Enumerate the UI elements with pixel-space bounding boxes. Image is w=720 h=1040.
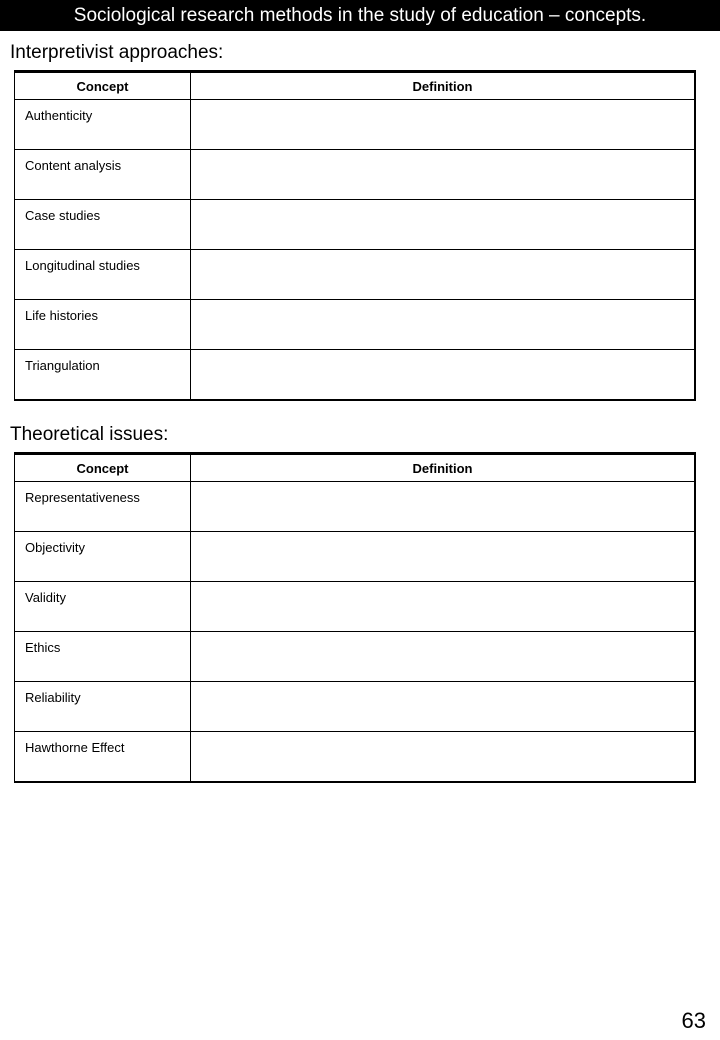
definition-cell[interactable]	[191, 150, 696, 200]
concept-cell: Authenticity	[15, 100, 191, 150]
definition-cell[interactable]	[191, 250, 696, 300]
interpretivist-concepts-table	[14, 70, 696, 401]
table-row	[15, 350, 696, 400]
concept-cell: Validity	[15, 582, 191, 632]
concept-cell: Ethics	[15, 632, 191, 682]
definition-cell[interactable]	[191, 200, 696, 250]
definition-cell[interactable]	[191, 482, 696, 532]
table-header-row	[15, 454, 696, 482]
table-row	[15, 682, 696, 732]
column-header-concept: Concept	[15, 454, 191, 482]
concept-cell: Longitudinal studies	[15, 250, 191, 300]
table-row	[15, 200, 696, 250]
table-header-row	[15, 72, 696, 100]
concept-cell: Hawthorne Effect	[15, 732, 191, 782]
table-row	[15, 732, 696, 782]
table-row	[15, 582, 696, 632]
concept-cell: Life histories	[15, 300, 191, 350]
concept-cell: Representativeness	[15, 482, 191, 532]
concept-cell: Reliability	[15, 682, 191, 732]
definition-cell[interactable]	[191, 300, 696, 350]
column-header-concept: Concept	[15, 72, 191, 100]
page-number: 63	[681, 1008, 706, 1033]
definition-cell[interactable]	[191, 732, 696, 782]
theoretical-issues-table	[14, 452, 696, 783]
section-heading-interpretivist: Interpretivist approaches:	[10, 42, 224, 63]
table-row	[15, 100, 696, 150]
table-row	[15, 150, 696, 200]
page-title: Sociological research methods in the study of education – concepts.	[0, 0, 720, 31]
table-row	[15, 482, 696, 532]
definition-cell[interactable]	[191, 350, 696, 400]
concept-cell: Objectivity	[15, 532, 191, 582]
concept-cell: Triangulation	[15, 350, 191, 400]
table-row	[15, 632, 696, 682]
definition-cell[interactable]	[191, 532, 696, 582]
definition-cell[interactable]	[191, 632, 696, 682]
definition-cell[interactable]	[191, 682, 696, 732]
definition-cell[interactable]	[191, 582, 696, 632]
definition-cell[interactable]	[191, 100, 696, 150]
table-row	[15, 300, 696, 350]
table-row	[15, 532, 696, 582]
section-heading-theoretical: Theoretical issues:	[10, 424, 169, 445]
table-row	[15, 250, 696, 300]
concept-cell: Case studies	[15, 200, 191, 250]
concept-cell: Content analysis	[15, 150, 191, 200]
column-header-definition: Definition	[191, 72, 696, 100]
column-header-definition: Definition	[191, 454, 696, 482]
